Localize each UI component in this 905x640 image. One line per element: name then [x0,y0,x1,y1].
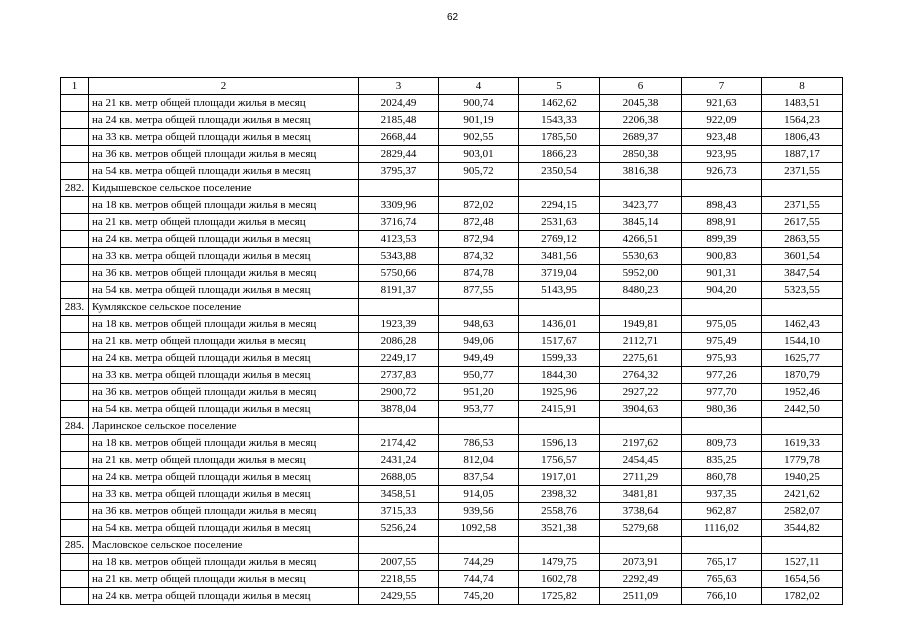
value-cell: 812,04 [439,452,519,469]
row-label: на 33 кв. метра общей площади жилья в месяц [89,129,359,146]
value-cell: 3845,14 [600,214,682,231]
row-label: на 21 кв. метр общей площади жилья в месяц [89,95,359,112]
empty-cell [359,299,439,316]
row-label: на 36 кв. метров общей площади жилья в месяц [89,384,359,401]
value-cell: 5279,68 [600,520,682,537]
value-cell: 898,91 [682,214,762,231]
value-cell: 2045,38 [600,95,682,112]
value-cell: 2007,55 [359,554,439,571]
value-cell: 949,49 [439,350,519,367]
value-cell: 1602,78 [519,571,600,588]
row-label: на 24 кв. метра общей площади жилья в месяц [89,588,359,605]
value-cell: 1779,78 [762,452,843,469]
value-cell: 2429,55 [359,588,439,605]
value-cell: 1116,02 [682,520,762,537]
value-cell: 899,39 [682,231,762,248]
value-cell: 2112,71 [600,333,682,350]
section-row [61,180,843,197]
section-title: Ларинское сельское поселение [89,418,359,435]
empty-cell [600,537,682,554]
section-number: 285. [61,537,89,554]
value-cell: 860,78 [682,469,762,486]
value-cell: 902,55 [439,129,519,146]
value-cell: 1952,46 [762,384,843,401]
table-row [61,503,843,520]
value-cell: 872,94 [439,231,519,248]
empty-cell [439,299,519,316]
column-number-8: 8 [762,78,843,95]
value-cell: 2769,12 [519,231,600,248]
section-number: 282. [61,180,89,197]
row-label: на 18 кв. метров общей площади жилья в месяц [89,435,359,452]
column-number-3: 3 [359,78,439,95]
value-cell: 898,43 [682,197,762,214]
row-label: на 21 кв. метр общей площади жилья в месяц [89,571,359,588]
row-label: на 54 кв. метра общей площади жилья в месяц [89,163,359,180]
table-row [61,146,843,163]
value-cell: 1844,30 [519,367,600,384]
empty-cell [762,299,843,316]
row-label: на 18 кв. метров общей площади жилья в месяц [89,554,359,571]
value-cell: 2442,50 [762,401,843,418]
row-label: на 18 кв. метров общей площади жилья в месяц [89,316,359,333]
section-number: 283. [61,299,89,316]
value-cell: 744,29 [439,554,519,571]
value-cell: 8480,23 [600,282,682,299]
value-cell: 5952,00 [600,265,682,282]
value-cell: 8191,37 [359,282,439,299]
empty-cell [61,350,89,367]
value-cell: 2900,72 [359,384,439,401]
value-cell: 1596,13 [519,435,600,452]
value-cell: 4123,53 [359,231,439,248]
row-label: на 21 кв. метр общей площади жилья в месяц [89,452,359,469]
value-cell: 2764,32 [600,367,682,384]
table-row [61,469,843,486]
value-cell: 5256,24 [359,520,439,537]
value-cell: 2218,55 [359,571,439,588]
value-cell: 1940,25 [762,469,843,486]
row-label: на 33 кв. метра общей площади жилья в месяц [89,248,359,265]
empty-cell [61,248,89,265]
value-cell: 874,32 [439,248,519,265]
value-cell: 977,70 [682,384,762,401]
empty-cell [600,180,682,197]
value-cell: 2668,44 [359,129,439,146]
value-cell: 1564,23 [762,112,843,129]
value-cell: 2275,61 [600,350,682,367]
empty-cell [682,299,762,316]
value-cell: 744,74 [439,571,519,588]
value-cell: 1949,81 [600,316,682,333]
empty-cell [61,469,89,486]
empty-cell [61,231,89,248]
value-cell: 2086,28 [359,333,439,350]
value-cell: 926,73 [682,163,762,180]
empty-cell [61,486,89,503]
value-cell: 2371,55 [762,197,843,214]
value-cell: 2371,55 [762,163,843,180]
table-row [61,112,843,129]
value-cell: 5530,63 [600,248,682,265]
value-cell: 1599,33 [519,350,600,367]
table-row [61,588,843,605]
value-cell: 2927,22 [600,384,682,401]
value-cell: 914,05 [439,486,519,503]
value-cell: 3309,96 [359,197,439,214]
value-cell: 2197,62 [600,435,682,452]
value-cell: 950,77 [439,367,519,384]
empty-cell [61,282,89,299]
value-cell: 1092,58 [439,520,519,537]
value-cell: 2174,42 [359,435,439,452]
value-cell: 3719,04 [519,265,600,282]
value-cell: 765,63 [682,571,762,588]
value-cell: 1543,33 [519,112,600,129]
value-cell: 1917,01 [519,469,600,486]
empty-cell [439,537,519,554]
section-row [61,537,843,554]
empty-cell [439,180,519,197]
value-cell: 5343,88 [359,248,439,265]
value-cell: 3716,74 [359,214,439,231]
value-cell: 975,05 [682,316,762,333]
value-cell: 1887,17 [762,146,843,163]
empty-cell [61,367,89,384]
value-cell: 2294,15 [519,197,600,214]
value-cell: 977,26 [682,367,762,384]
value-cell: 2073,91 [600,554,682,571]
section-title: Масловское сельское поселение [89,537,359,554]
value-cell: 904,20 [682,282,762,299]
empty-cell [61,95,89,112]
value-cell: 3795,37 [359,163,439,180]
row-label: на 54 кв. метра общей площади жилья в месяц [89,401,359,418]
value-cell: 1462,62 [519,95,600,112]
row-label: на 24 кв. метра общей площади жилья в месяц [89,231,359,248]
table-row [61,520,843,537]
empty-cell [61,129,89,146]
value-cell: 2454,45 [600,452,682,469]
value-cell: 2829,44 [359,146,439,163]
column-number-2: 2 [89,78,359,95]
empty-cell [61,588,89,605]
value-cell: 1517,67 [519,333,600,350]
column-number-7: 7 [682,78,762,95]
table-row [61,197,843,214]
table-row [61,214,843,231]
value-cell: 1619,33 [762,435,843,452]
value-cell: 872,02 [439,197,519,214]
row-label: на 33 кв. метра общей площади жилья в месяц [89,367,359,384]
value-cell: 1544,10 [762,333,843,350]
value-cell: 745,20 [439,588,519,605]
value-cell: 3904,63 [600,401,682,418]
value-cell: 923,95 [682,146,762,163]
row-label: на 24 кв. метра общей площади жилья в месяц [89,112,359,129]
value-cell: 1923,39 [359,316,439,333]
value-cell: 5750,66 [359,265,439,282]
value-cell: 1870,79 [762,367,843,384]
value-cell: 1479,75 [519,554,600,571]
row-label: на 24 кв. метра общей площади жилья в месяц [89,469,359,486]
empty-cell [682,418,762,435]
value-cell: 2431,24 [359,452,439,469]
empty-cell [61,401,89,418]
tariff-table [60,77,843,605]
value-cell: 1925,96 [519,384,600,401]
empty-cell [61,163,89,180]
empty-cell [519,537,600,554]
value-cell: 3601,54 [762,248,843,265]
value-cell: 877,55 [439,282,519,299]
value-cell: 3847,54 [762,265,843,282]
empty-cell [61,554,89,571]
value-cell: 921,63 [682,95,762,112]
value-cell: 2024,49 [359,95,439,112]
value-cell: 2737,83 [359,367,439,384]
empty-cell [61,384,89,401]
empty-cell [61,214,89,231]
value-cell: 905,72 [439,163,519,180]
row-label: на 21 кв. метр общей площади жилья в месяц [89,333,359,350]
section-title: Кидышевское сельское поселение [89,180,359,197]
table-row [61,163,843,180]
row-label: на 21 кв. метр общей площади жилья в месяц [89,214,359,231]
value-cell: 1625,77 [762,350,843,367]
page-number: 62 [446,12,459,23]
value-cell: 2688,05 [359,469,439,486]
value-cell: 3738,64 [600,503,682,520]
table-row [61,248,843,265]
value-cell: 949,06 [439,333,519,350]
table-row [61,486,843,503]
value-cell: 2689,37 [600,129,682,146]
empty-cell [61,503,89,520]
empty-cell [61,112,89,129]
table-row [61,95,843,112]
value-cell: 2185,48 [359,112,439,129]
empty-cell [61,571,89,588]
empty-cell [600,299,682,316]
empty-cell [61,435,89,452]
table-row [61,333,843,350]
value-cell: 2617,55 [762,214,843,231]
column-number-1: 1 [61,78,89,95]
value-cell: 2558,76 [519,503,600,520]
empty-cell [519,180,600,197]
value-cell: 923,48 [682,129,762,146]
value-cell: 2398,32 [519,486,600,503]
row-label: на 54 кв. метра общей площади жилья в месяц [89,520,359,537]
value-cell: 951,20 [439,384,519,401]
value-cell: 3521,38 [519,520,600,537]
value-cell: 2421,62 [762,486,843,503]
value-cell: 903,01 [439,146,519,163]
value-cell: 939,56 [439,503,519,520]
table-row [61,367,843,384]
column-number-5: 5 [519,78,600,95]
value-cell: 2863,55 [762,231,843,248]
value-cell: 835,25 [682,452,762,469]
value-cell: 3544,82 [762,520,843,537]
empty-cell [359,418,439,435]
value-cell: 872,48 [439,214,519,231]
value-cell: 786,53 [439,435,519,452]
row-label: на 18 кв. метров общей площади жилья в месяц [89,197,359,214]
table-row [61,435,843,452]
value-cell: 1527,11 [762,554,843,571]
empty-cell [762,418,843,435]
row-label: на 24 кв. метра общей площади жилья в месяц [89,350,359,367]
table-row [61,282,843,299]
value-cell: 2249,17 [359,350,439,367]
empty-cell [359,537,439,554]
value-cell: 900,83 [682,248,762,265]
value-cell: 5323,55 [762,282,843,299]
value-cell: 1483,51 [762,95,843,112]
value-cell: 2350,54 [519,163,600,180]
value-cell: 1725,82 [519,588,600,605]
section-row [61,299,843,316]
value-cell: 901,31 [682,265,762,282]
row-label: на 33 кв. метра общей площади жилья в месяц [89,486,359,503]
value-cell: 962,87 [682,503,762,520]
empty-cell [61,316,89,333]
value-cell: 766,10 [682,588,762,605]
value-cell: 3715,33 [359,503,439,520]
value-cell: 2582,07 [762,503,843,520]
empty-cell [439,418,519,435]
section-row [61,418,843,435]
empty-cell [519,418,600,435]
value-cell: 2206,38 [600,112,682,129]
row-label: на 36 кв. метров общей площади жилья в месяц [89,503,359,520]
table-row [61,265,843,282]
value-cell: 809,73 [682,435,762,452]
empty-cell [61,146,89,163]
table-row [61,316,843,333]
row-label: на 54 кв. метра общей площади жилья в месяц [89,282,359,299]
table-row [61,350,843,367]
value-cell: 1756,57 [519,452,600,469]
value-cell: 837,54 [439,469,519,486]
value-cell: 2292,49 [600,571,682,588]
value-cell: 3423,77 [600,197,682,214]
table-row [61,401,843,418]
value-cell: 1462,43 [762,316,843,333]
empty-cell [61,333,89,350]
value-cell: 2415,91 [519,401,600,418]
table-row [61,384,843,401]
value-cell: 937,35 [682,486,762,503]
value-cell: 900,74 [439,95,519,112]
empty-cell [61,197,89,214]
value-cell: 2511,09 [600,588,682,605]
value-cell: 3878,04 [359,401,439,418]
table-row [61,231,843,248]
value-cell: 948,63 [439,316,519,333]
table-row [61,554,843,571]
empty-cell [762,180,843,197]
empty-cell [600,418,682,435]
value-cell: 765,17 [682,554,762,571]
empty-cell [682,537,762,554]
empty-cell [61,520,89,537]
value-cell: 5143,95 [519,282,600,299]
section-number: 284. [61,418,89,435]
value-cell: 2531,63 [519,214,600,231]
value-cell: 1785,50 [519,129,600,146]
empty-cell [61,452,89,469]
value-cell: 922,09 [682,112,762,129]
value-cell: 1806,43 [762,129,843,146]
value-cell: 901,19 [439,112,519,129]
value-cell: 3816,38 [600,163,682,180]
column-number-4: 4 [439,78,519,95]
value-cell: 2850,38 [600,146,682,163]
empty-cell [682,180,762,197]
value-cell: 953,77 [439,401,519,418]
value-cell: 2711,29 [600,469,682,486]
empty-cell [519,299,600,316]
row-label: на 36 кв. метров общей площади жилья в месяц [89,146,359,163]
value-cell: 1866,23 [519,146,600,163]
section-title: Кумлякское сельское поселение [89,299,359,316]
value-cell: 1436,01 [519,316,600,333]
value-cell: 3458,51 [359,486,439,503]
value-cell: 980,36 [682,401,762,418]
row-label: на 36 кв. метров общей площади жилья в месяц [89,265,359,282]
table-row [61,571,843,588]
empty-cell [359,180,439,197]
table-row [61,129,843,146]
value-cell: 4266,51 [600,231,682,248]
value-cell: 3481,56 [519,248,600,265]
value-cell: 1782,02 [762,588,843,605]
empty-cell [61,265,89,282]
empty-cell [762,537,843,554]
value-cell: 1654,56 [762,571,843,588]
value-cell: 874,78 [439,265,519,282]
table-row [61,452,843,469]
value-cell: 975,49 [682,333,762,350]
value-cell: 975,93 [682,350,762,367]
value-cell: 3481,81 [600,486,682,503]
header-row [61,78,843,95]
column-number-6: 6 [600,78,682,95]
